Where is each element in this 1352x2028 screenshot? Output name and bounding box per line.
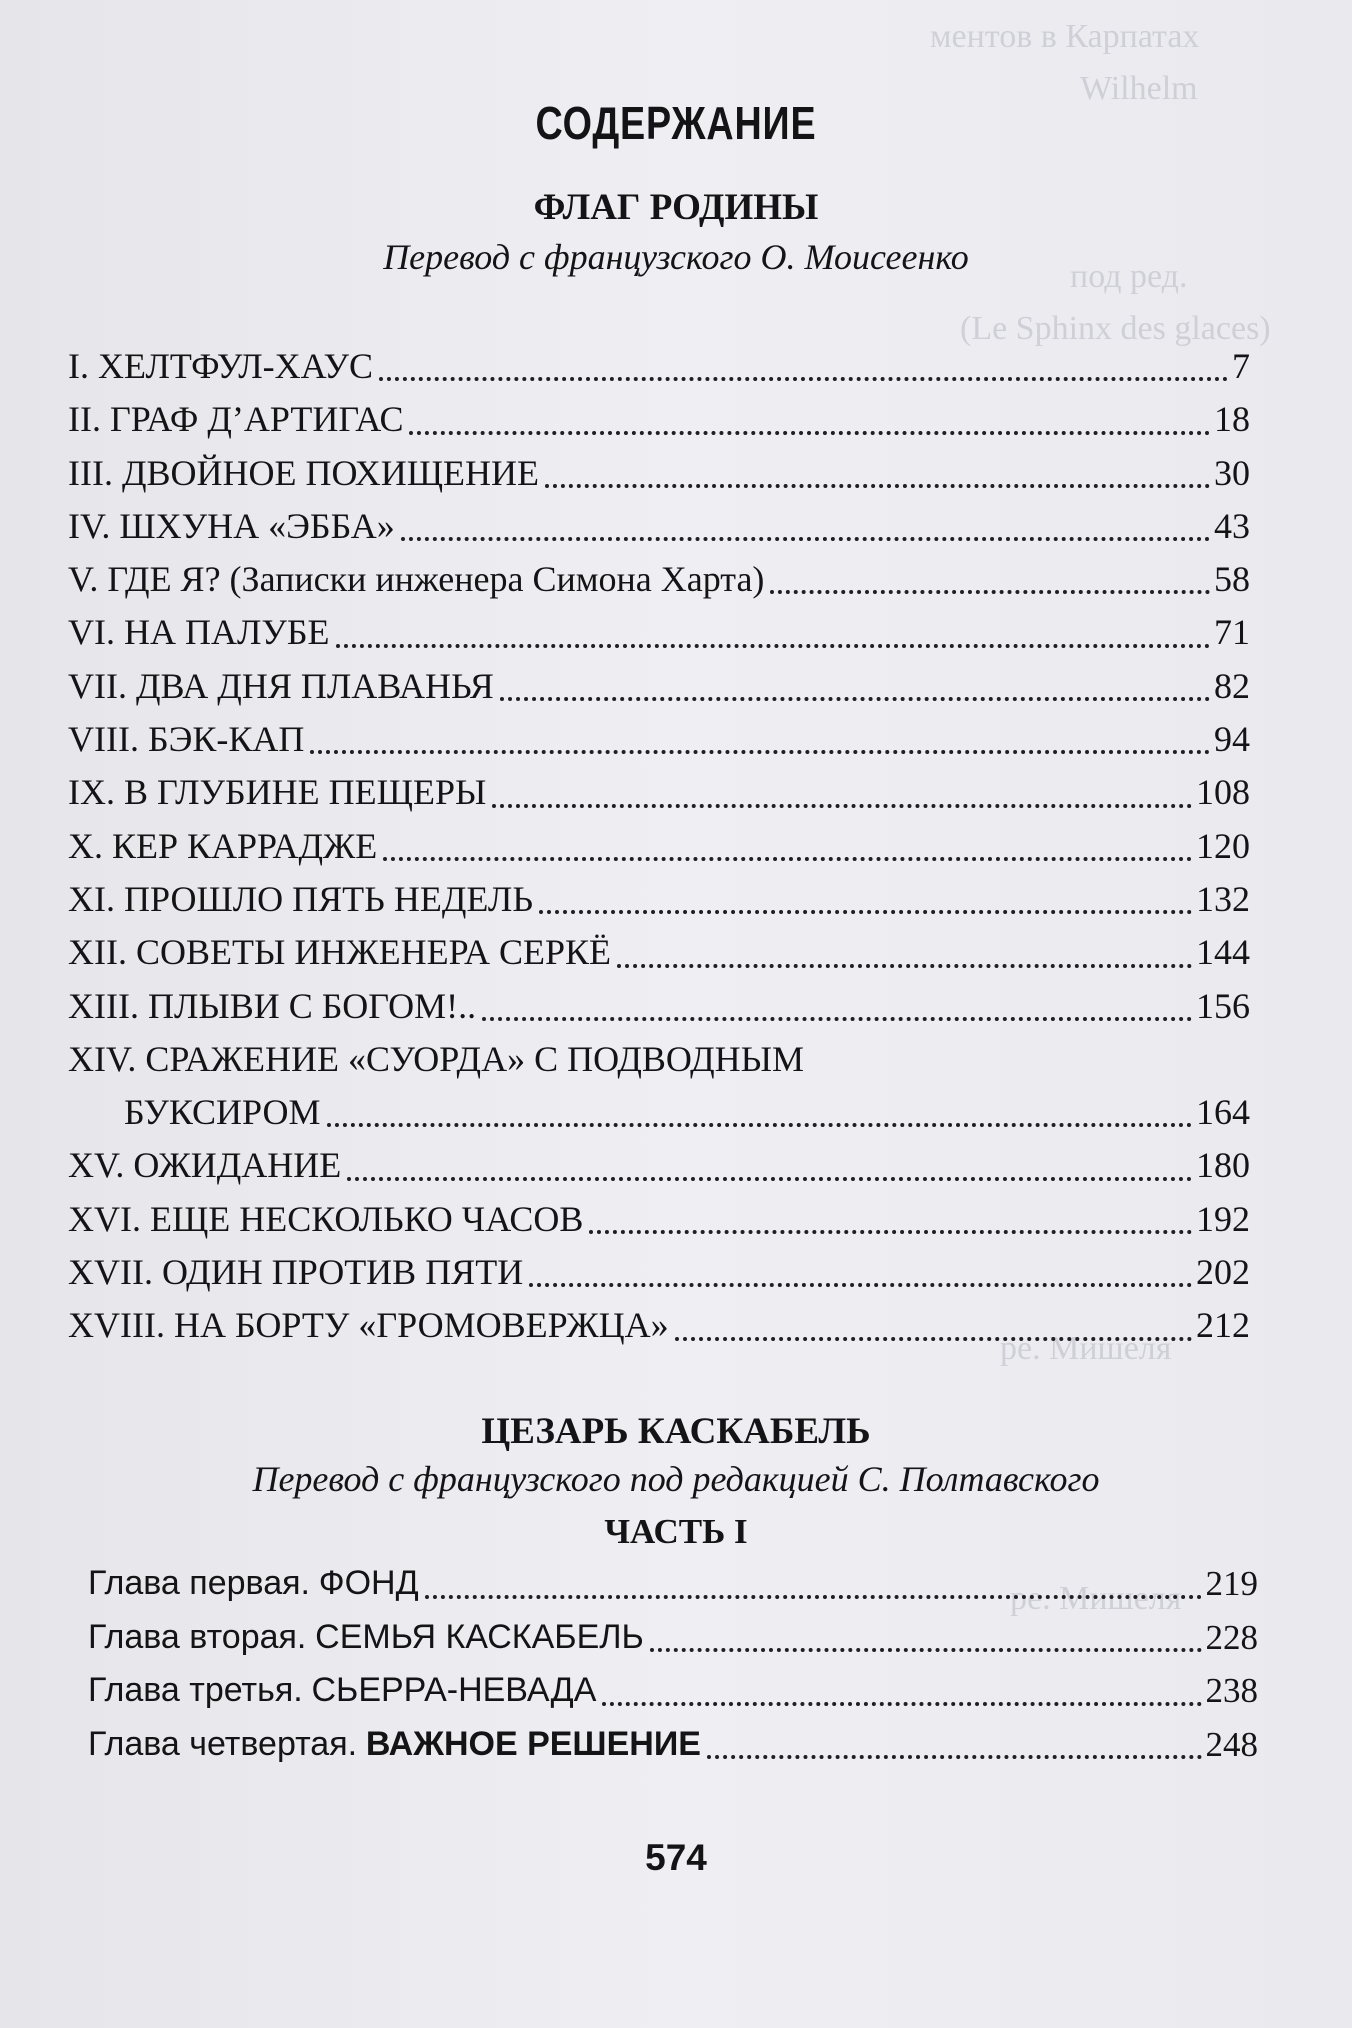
toc-entry: VII. ДВА ДНЯ ПЛАВАНЬЯ 82 [68, 660, 1250, 713]
page-ref: 43 [1214, 505, 1250, 546]
toc-entry: III. ДВОЙНОЕ ПОХИЩЕНИЕ 30 [68, 447, 1250, 500]
toc-entry: IV. ШХУНА «ЭББА» 43 [68, 500, 1250, 553]
page-ref: 94 [1214, 719, 1250, 760]
toc-entry: I. ХЕЛТФУЛ-ХАУС 7 [68, 340, 1250, 393]
page-number: 574 [645, 1837, 707, 1878]
page-ref: 82 [1214, 665, 1250, 706]
bleed-through: ментов в Карпатах Wilhelm под ред. (Le Sphinx des glaces) ре. Мишеля ре. Мишеля [930, 18, 1271, 1617]
page-ref: 238 [1205, 1671, 1258, 1710]
page-ref: 180 [1196, 1145, 1250, 1186]
toc-entry: II. ГРАФ Д’АРТИГАС 18 [68, 393, 1250, 446]
page-ref: 144 [1196, 932, 1250, 973]
toc-entry: X. КЕР КАРРАДЖЕ 120 [68, 820, 1250, 873]
section-subtitle-cascabel: Перевод с французского под редакцией С. Полтавского [252, 1459, 1100, 1499]
page-ref: 120 [1196, 825, 1250, 866]
toc-entry: Глава третья. СЬЕРРА-НЕВАДА 238 [88, 1664, 1258, 1718]
toc-entry: Глава четвертая. ВАЖНОЕ РЕШЕНИЕ 248 [88, 1718, 1258, 1772]
section-title-flag: ФЛАГ РОДИНЫ [533, 187, 819, 228]
toc-entry: XIII. ПЛЫВИ С БОГОМ!.. 156 [68, 980, 1250, 1033]
page-ref: 18 [1214, 399, 1250, 440]
toc-entry: IX. В ГЛУБИНЕ ПЕЩЕРЫ 108 [68, 766, 1250, 819]
page-title: СОДЕРЖАНИЕ [535, 97, 817, 149]
toc-entry: XVII. ОДИН ПРОТИВ ПЯТИ 202 [68, 1246, 1250, 1299]
page-ref: 164 [1196, 1092, 1250, 1133]
page-ref: 71 [1214, 612, 1250, 653]
section-title-cascabel: ЦЕЗАРЬ КАСКАБЕЛЬ [481, 1411, 871, 1452]
toc-entry: VIII. БЭК-КАП 94 [68, 713, 1250, 766]
toc-entry: XI. ПРОШЛО ПЯТЬ НЕДЕЛЬ 132 [68, 873, 1250, 926]
part-title: ЧАСТЬ I [604, 1512, 748, 1551]
page-ref: 108 [1196, 772, 1250, 813]
toc-entry: XV. ОЖИДАНИЕ 180 [68, 1139, 1250, 1192]
toc-entry: XIV. СРАЖЕНИЕ «СУОРДА» С ПОДВОДНЫМ [68, 1038, 805, 1079]
toc-entry: Глава вторая. СЕМЬЯ КАСКАБЕЛЬ 228 [88, 1611, 1258, 1665]
toc-entry: XII. СОВЕТЫ ИНЖЕНЕРА СЕРКЁ 144 [68, 926, 1250, 979]
page-ref: 30 [1214, 452, 1250, 493]
page-ref: 192 [1196, 1198, 1250, 1239]
toc-entry-continued: БУКСИРОМ 164 [68, 1086, 1250, 1139]
page-ref: 132 [1196, 878, 1250, 919]
page-ref: 212 [1196, 1305, 1250, 1346]
page-ref: 156 [1196, 985, 1250, 1026]
page-ref: 58 [1214, 559, 1250, 600]
toc-entry: Глава первая. ФОНД 219 [88, 1557, 1258, 1611]
toc-list-flag [68, 340, 1250, 1353]
toc-entry: XVIII. НА БОРТУ «ГРОМОВЕРЖЦА» 212 [68, 1299, 1250, 1352]
page-ref: 248 [1205, 1724, 1258, 1764]
page-ref: 7 [1232, 346, 1250, 386]
toc-entry: V. ГДЕ Я? (Записки инженера Симона Харта) 58 [68, 553, 1250, 606]
page-ref: 202 [1196, 1252, 1250, 1293]
toc-entry: VI. НА ПАЛУБЕ 71 [68, 606, 1250, 659]
toc-list-cascabel [88, 1557, 1258, 1771]
toc-entry: XVI. ЕЩЕ НЕСКОЛЬКО ЧАСОВ 192 [68, 1193, 1250, 1246]
page-ref: 219 [1205, 1564, 1258, 1603]
section-subtitle-flag: Перевод с французского О. Моисеенко [383, 237, 969, 277]
page-ref: 228 [1205, 1617, 1258, 1657]
